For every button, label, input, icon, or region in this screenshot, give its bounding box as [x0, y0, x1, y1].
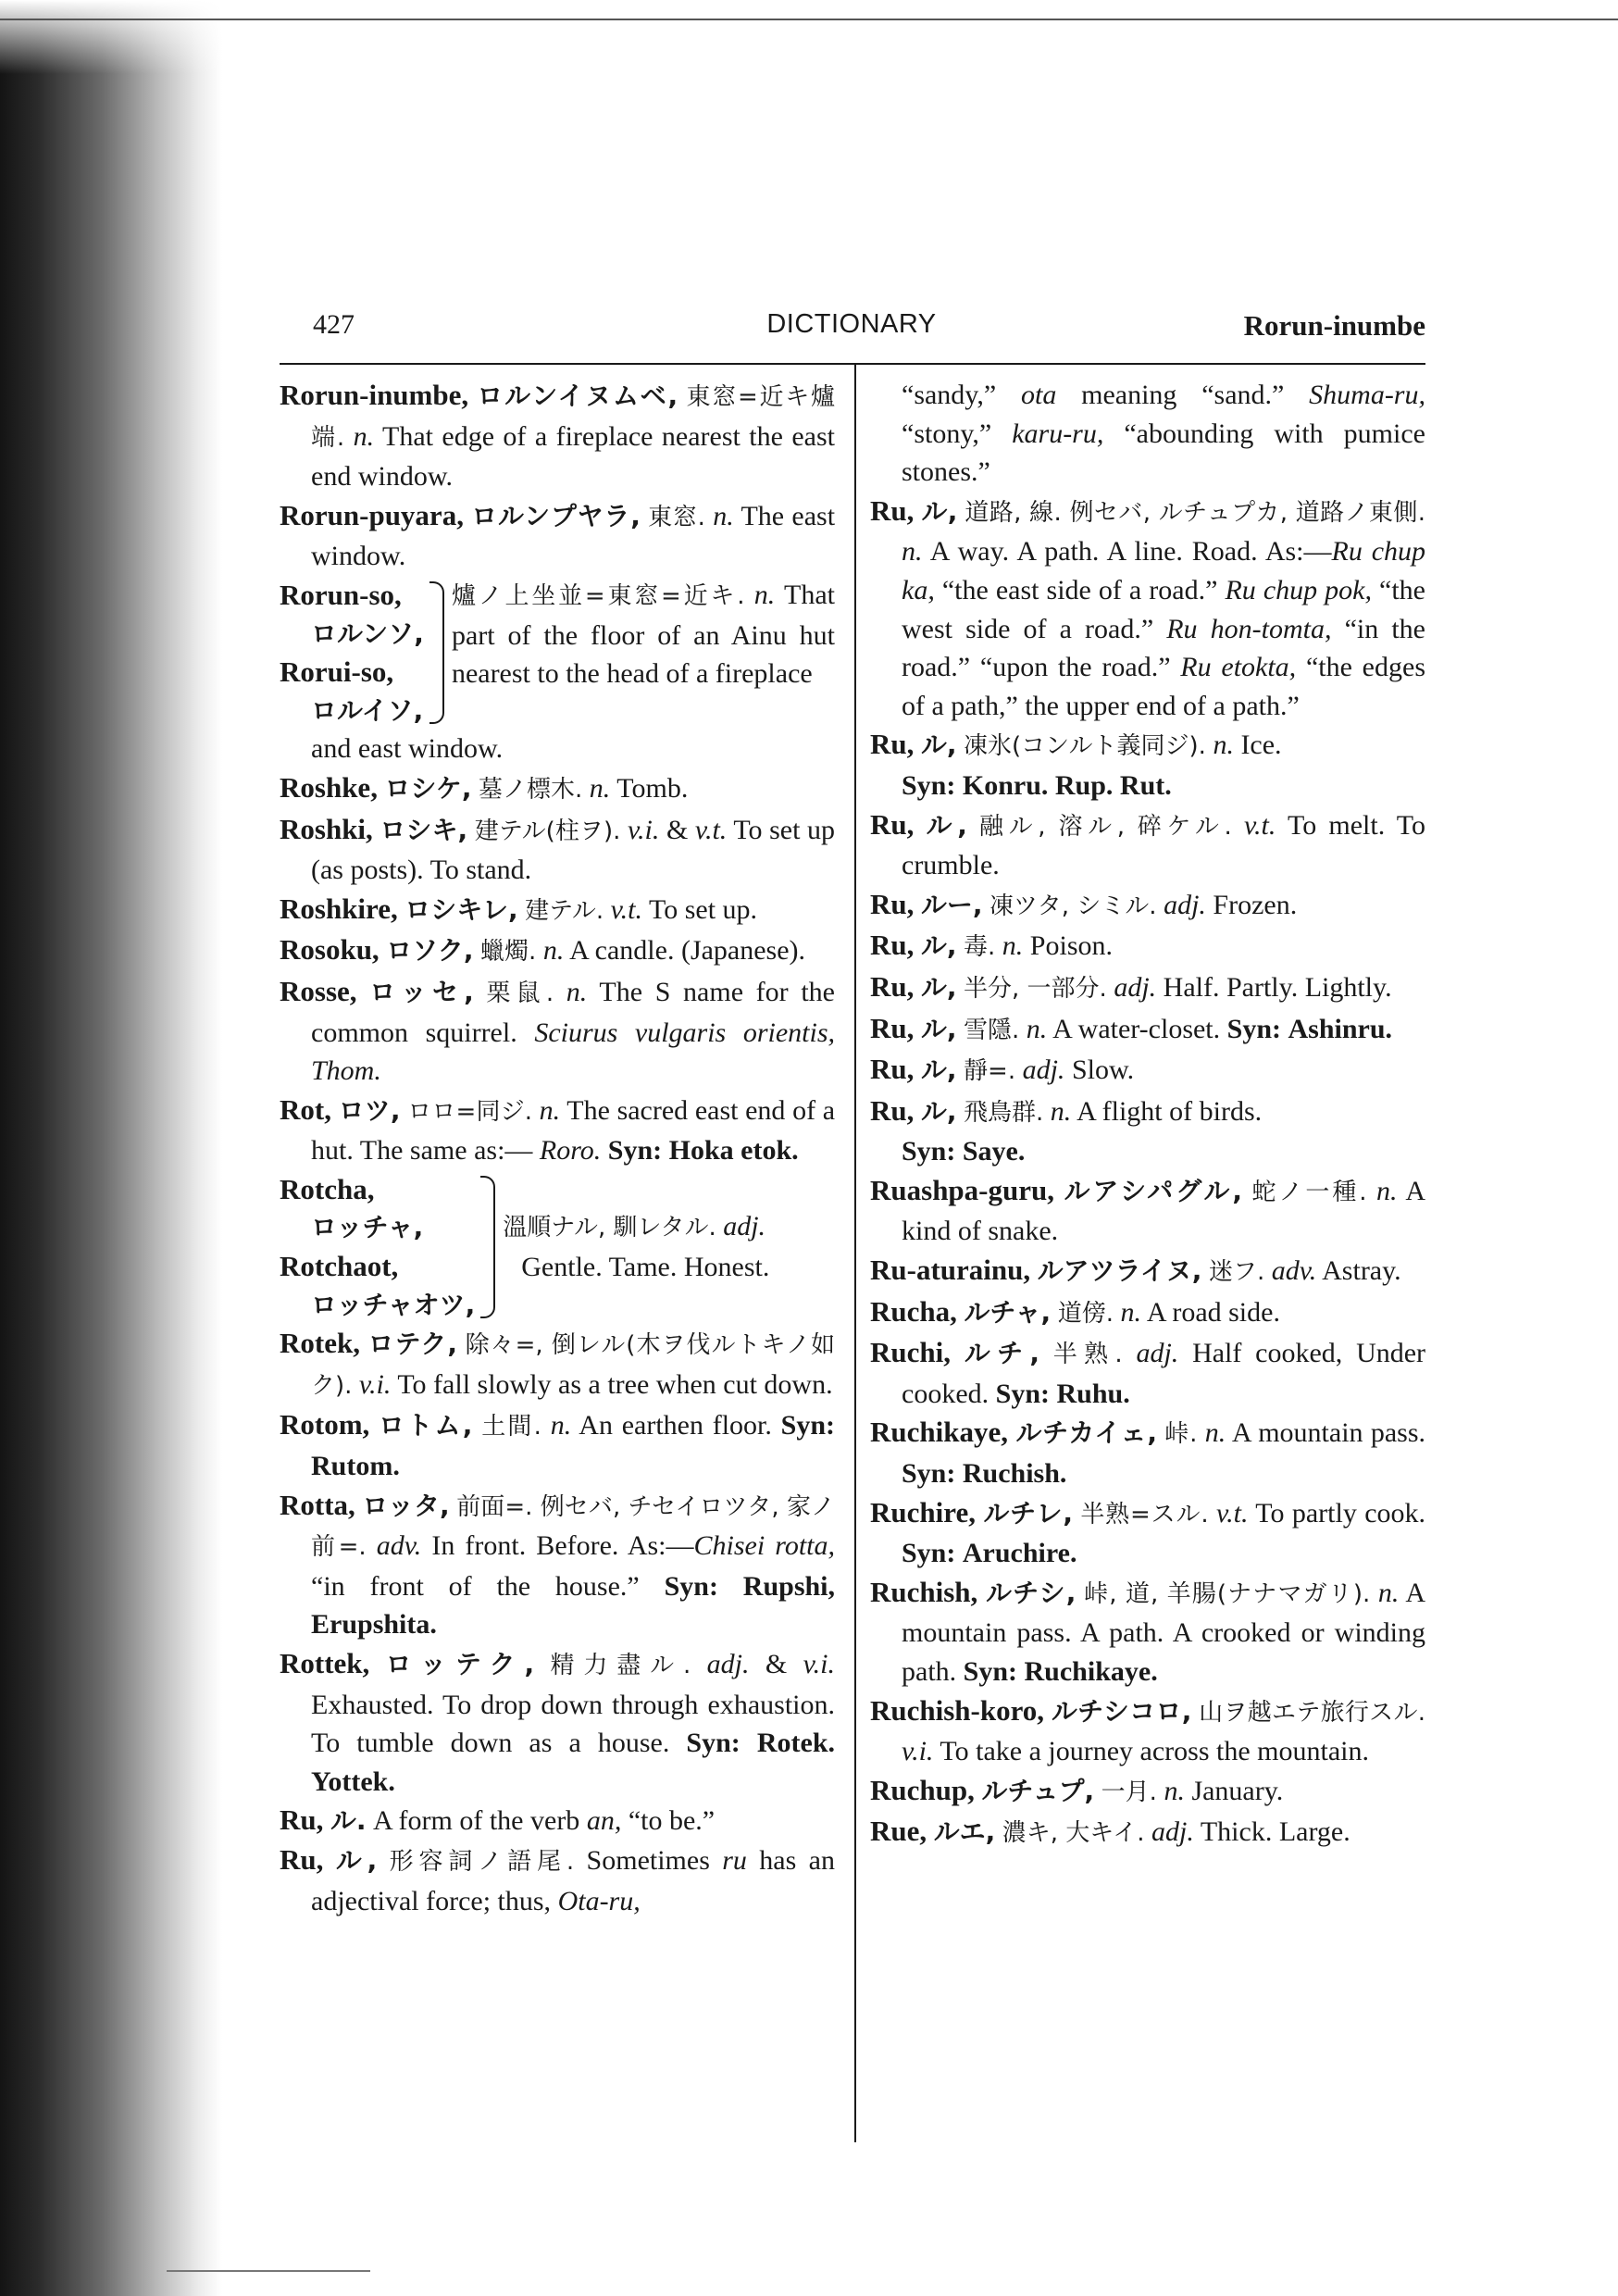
dictionary-entry — [870, 1413, 1425, 1492]
kana-reading: ル, — [920, 971, 957, 1003]
dictionary-entry — [870, 1771, 1425, 1813]
part-of-speech: n. — [1204, 1417, 1226, 1449]
headword: Rue, — [870, 1815, 927, 1848]
headword: Ruchish, — [870, 1575, 978, 1608]
synonym-label: Syn: — [780, 1410, 835, 1441]
headword: Ru, — [870, 728, 915, 761]
definition: To set up. — [642, 893, 758, 925]
dictionary-entry — [280, 1091, 835, 1170]
example-word: karu-ru, — [1012, 418, 1104, 449]
japanese-gloss: 蛇ノ一種. — [1251, 1178, 1367, 1206]
headword: Rottek, — [280, 1647, 370, 1679]
japanese-gloss: 道傍. — [1057, 1299, 1114, 1328]
japanese-gloss: 凍ツタ, シミル. — [989, 892, 1157, 920]
kana-reading: ルチ, — [964, 1338, 1039, 1369]
definition: The sacred east end of a hut. The same as:— — [311, 1094, 836, 1167]
japanese-gloss: 迷フ. — [1208, 1258, 1265, 1287]
kana-reading: ロツ, — [338, 1094, 401, 1126]
synonym-label: Syn: — [963, 1656, 1018, 1687]
synonym: Rutom. — [311, 1451, 400, 1482]
part-of-speech: v.i. — [902, 1736, 934, 1767]
japanese-gloss: 凍氷(コンルト義同ジ). — [964, 732, 1206, 761]
definition: An earthen floor. — [571, 1410, 781, 1441]
dictionary-entry — [870, 1292, 1425, 1334]
japanese-gloss: 半分, 一部分. — [964, 974, 1107, 1003]
definition: Exhausted. To drop down through exhaustion. To tumble down as a house. — [311, 1689, 835, 1759]
definition: Frozen. — [1205, 889, 1298, 920]
headword: Ru, — [870, 969, 915, 1003]
synonym-label: Syn: — [902, 1136, 956, 1167]
kana-reading: ロッチャオツ, — [311, 1289, 476, 1320]
japanese-gloss: 飛鳥群. — [964, 1098, 1044, 1127]
japanese-gloss: 東窓=近キ爐端. — [311, 383, 836, 452]
kana-reading: ルチカイェ, — [1015, 1417, 1157, 1449]
kana-reading: ル, — [920, 1054, 957, 1086]
headword-group — [280, 576, 424, 730]
part-of-speech: v.t. — [1243, 809, 1276, 841]
column-divider — [854, 365, 856, 2142]
headword: Ru, — [280, 1842, 324, 1876]
synonym: Rupshi, Erupshita. — [311, 1570, 836, 1641]
part-of-speech: n. — [1377, 1577, 1400, 1608]
definition: A kind of snake. — [902, 1175, 1426, 1247]
conjunction: & — [749, 1649, 803, 1679]
part-of-speech: adj. — [1136, 1338, 1179, 1369]
headword: Ru, — [870, 1053, 915, 1086]
headword: Rotchaot, — [280, 1250, 399, 1283]
kana-reading: ルアツライヌ, — [1037, 1255, 1202, 1287]
dictionary-entry — [280, 1324, 835, 1405]
synonym-label: Syn: — [607, 1135, 663, 1167]
definition: Half. Partly. Lightly. — [1156, 971, 1392, 1003]
synonym-label: Syn: — [902, 1538, 956, 1569]
definition: To set up (as posts). To stand. — [311, 814, 835, 886]
headword: Ru, — [870, 493, 915, 527]
dictionary-entry — [870, 805, 1425, 885]
kana-reading: ロッテク, — [385, 1649, 535, 1679]
headword: Roshkire, — [280, 892, 398, 925]
definition: Ice. — [1233, 730, 1282, 761]
part-of-speech: v.i. — [358, 1368, 392, 1400]
part-of-speech: adj. — [706, 1649, 750, 1679]
headword: Ru, — [870, 807, 915, 841]
example-word: Shuma-ru, — [1309, 380, 1425, 410]
synonym-label: Syn: — [902, 769, 956, 801]
grouped-definition — [452, 576, 835, 730]
dictionary-entry — [870, 725, 1425, 805]
part-of-speech: n. — [539, 1094, 561, 1126]
synonym-label: Syn: — [995, 1378, 1050, 1409]
dictionary-entry — [280, 1841, 835, 1920]
definition: Thick. Large. — [1193, 1816, 1350, 1848]
headword: Rorui-so, — [280, 655, 394, 689]
scan-bottom-line — [167, 2270, 370, 2272]
dictionary-entry — [870, 967, 1425, 1009]
definition: To partly cook. — [1248, 1497, 1426, 1529]
dictionary-entry — [870, 1171, 1425, 1251]
definition: That edge of a fireplace nearest the east end window. — [311, 420, 835, 493]
headword: Ruchikaye, — [870, 1416, 1008, 1449]
part-of-speech: adv. — [376, 1530, 422, 1562]
headword: Rotcha, — [280, 1172, 375, 1205]
kana-reading: ルチシ, — [985, 1577, 1077, 1608]
continuation-text: meaning “sand.” — [1056, 380, 1310, 410]
dictionary-entry — [870, 926, 1425, 967]
part-of-speech: n. — [1120, 1296, 1141, 1328]
kana-reading: ロルンソ, — [311, 618, 424, 649]
definition: Gentle. Tame. Honest. — [521, 1252, 770, 1283]
japanese-gloss: 土間. — [481, 1413, 541, 1441]
part-of-speech: n. — [1002, 930, 1024, 962]
definition: To take a journey across the mountain. — [933, 1736, 1369, 1767]
japanese-gloss: 濃キ, 大キイ. — [1002, 1819, 1145, 1848]
definition: The east window. — [311, 500, 836, 572]
headword: Rotek, — [280, 1327, 360, 1360]
kana-reading: ロシケ, — [384, 772, 472, 804]
dictionary-entry — [280, 1644, 835, 1801]
japanese-gloss: 溫順ナル, 馴レタル. — [503, 1214, 716, 1242]
dictionary-entry — [870, 1573, 1425, 1691]
headword: Ruchish-koro, — [870, 1693, 1045, 1727]
definition: Slow. — [1064, 1054, 1135, 1086]
kana-reading: ロソク, — [386, 935, 474, 967]
example-phrase: Ru chup pok, — [1225, 574, 1372, 605]
japanese-gloss: 毒. — [964, 933, 996, 962]
example-gloss: “the edges of a path,” the upper end of a path.” — [902, 652, 1425, 721]
part-of-speech: v.t. — [694, 814, 728, 845]
definition: A water-closet. — [1047, 1013, 1227, 1044]
kana-reading: ルアシパグル, — [1064, 1175, 1242, 1206]
part-of-speech: v.i. — [627, 814, 660, 845]
definition: The S name for the common squirrel. — [311, 976, 835, 1048]
japanese-gloss: 建テル. — [525, 896, 604, 925]
left-column — [280, 376, 835, 1920]
kana-reading: ル, — [920, 930, 957, 962]
dictionary-entry — [870, 1333, 1425, 1413]
headword: Rucha, — [870, 1294, 957, 1328]
definition: A road side. — [1140, 1296, 1280, 1328]
example-gloss: “the east side of a road.” — [934, 574, 1226, 605]
kana-reading: ルチシコロ, — [1051, 1695, 1192, 1727]
headword: Ru, — [870, 1011, 915, 1044]
running-title: DICTIONARY — [766, 309, 937, 339]
kana-reading: ロテク, — [367, 1329, 458, 1360]
continuation-text: “abounding with pumice stones.” — [902, 418, 1425, 488]
kana-reading: ロシキ, — [380, 814, 468, 845]
headword: Roshki, — [280, 812, 373, 845]
grouped-definition — [503, 1170, 835, 1324]
definition: A candle. (Japanese). — [564, 935, 806, 967]
part-of-speech: adj. — [1114, 971, 1157, 1003]
headword: Rosoku, — [280, 933, 380, 967]
part-of-speech: n. — [1026, 1013, 1048, 1044]
japanese-gloss: 半熟. — [1052, 1341, 1123, 1369]
part-of-speech: adv. — [1271, 1255, 1317, 1287]
example-word: ota — [1020, 380, 1057, 410]
kana-reading: ルー, — [920, 889, 983, 920]
dictionary-entry — [280, 496, 835, 576]
part-of-speech: n. — [1376, 1175, 1398, 1206]
japanese-gloss: ロロ=同ジ. — [407, 1097, 533, 1126]
example-phrase: Ru etokta, — [1180, 652, 1297, 683]
example-phrase: Ru chup ka, — [902, 536, 1426, 605]
definition: To fall slowly as a tree when cut down. — [391, 1368, 833, 1400]
japanese-gloss: 峠, 道, 羊腸(ナナマガリ). — [1084, 1579, 1371, 1608]
dictionary-entry — [280, 768, 835, 810]
kana-reading: ロルイソ, — [311, 694, 424, 726]
headword: Ruchi, — [870, 1336, 951, 1369]
synonym-label: Syn: — [664, 1570, 718, 1602]
dictionary-entry — [870, 1009, 1425, 1051]
scientific-name: Sciurus vulgaris orientis, Thom. — [311, 1017, 835, 1087]
dictionary-entry — [870, 1050, 1425, 1092]
definition: A flight of birds. — [1071, 1095, 1263, 1127]
japanese-gloss: 雪隱. — [964, 1016, 1020, 1044]
part-of-speech: n. — [713, 500, 734, 531]
part-of-speech: n. — [1050, 1095, 1072, 1127]
dictionary-entry — [280, 376, 835, 496]
part-of-speech: n. — [353, 420, 375, 452]
example-phrase: Chisei rotta, — [693, 1530, 836, 1562]
example-phrase: Ru hon-tomta, — [1166, 613, 1332, 644]
kana-reading: ロルンプヤラ, — [471, 500, 641, 531]
headword: Ru, — [870, 887, 915, 920]
definition: Tomb. — [610, 772, 689, 804]
kana-reading: ル, — [920, 730, 957, 761]
dictionary-entry — [280, 1801, 835, 1841]
definition: Sometimes — [574, 1844, 723, 1876]
example-gloss: “the west side of a road.” — [902, 574, 1425, 644]
headword: Rotta, — [280, 1488, 355, 1521]
example-gloss: “to be.” — [621, 1805, 716, 1837]
example-word: ru — [722, 1844, 747, 1876]
entry-continuation — [870, 376, 1425, 492]
continuation-text: “sandy,” — [902, 380, 1021, 410]
kana-reading: ロッセ, — [369, 976, 474, 1007]
kana-reading: ロルンイヌムベ, — [477, 381, 678, 411]
headword-group — [280, 1170, 475, 1324]
page-number: 427 — [313, 309, 355, 340]
japanese-gloss: 山ヲ越エテ旅行スル. — [1199, 1698, 1426, 1727]
synonym: Ruchish. — [962, 1458, 1067, 1490]
part-of-speech: n. — [550, 1410, 572, 1441]
dictionary-entry — [870, 1493, 1425, 1573]
dictionary-entry — [280, 1405, 835, 1485]
definition: To melt. To crumble. — [902, 809, 1426, 881]
kana-reading: ル, — [921, 495, 958, 527]
curly-brace — [429, 581, 444, 724]
synonym: Ashinru. — [1288, 1013, 1393, 1044]
headword: Ru, — [280, 1803, 324, 1837]
part-of-speech: v.i. — [803, 1649, 836, 1679]
synonym: Rotek. Yottek. — [311, 1728, 836, 1797]
conjunction: & — [659, 814, 695, 845]
japanese-gloss: 道路, 線. 例セバ, ルチュプカ, 道路ノ東側. — [965, 498, 1426, 527]
synonym: Ruhu. — [1056, 1378, 1130, 1409]
kana-reading: ロッタ, — [362, 1490, 450, 1521]
definition: Poison. — [1023, 930, 1113, 962]
headword: Rot, — [280, 1092, 331, 1126]
header-rule — [280, 363, 1425, 365]
continuation-text: “stony,” — [902, 418, 1013, 449]
synonym: Hoka etok. — [668, 1135, 799, 1167]
japanese-gloss: 一月. — [1101, 1778, 1157, 1806]
grouped-entry — [280, 1170, 835, 1324]
definition: A mountain pass. — [1226, 1417, 1426, 1449]
dictionary-entry — [280, 972, 835, 1091]
headword: Ruashpa-guru, — [870, 1173, 1054, 1206]
japanese-gloss: 除々=, 倒レル(木ヲ伐ルトキノ如ク). — [311, 1331, 836, 1400]
japanese-gloss: 栗鼠. — [486, 979, 554, 1007]
part-of-speech: n. — [1164, 1775, 1185, 1806]
dictionary-entry — [870, 1092, 1425, 1171]
dictionary-entry — [280, 810, 835, 890]
synonym: Aruchire. — [962, 1538, 1077, 1569]
kana-reading: ル, — [920, 1013, 957, 1044]
headword: Rorun-puyara, — [280, 498, 464, 531]
definition: A form of the verb — [366, 1805, 587, 1837]
japanese-gloss: 前面=. 例セバ, チセイロツタ, 家ノ前=. — [311, 1492, 836, 1562]
definition: In front. Before. As:— — [421, 1530, 694, 1562]
kana-reading: ルチレ, — [983, 1497, 1073, 1529]
scan-top-line — [0, 19, 1618, 20]
headword: Ru, — [870, 929, 915, 962]
example-gloss: “in front of the house.” — [311, 1570, 665, 1602]
headword: Ruchup, — [870, 1773, 975, 1806]
scan-shadow-fade — [0, 0, 222, 74]
kana-reading: ル, — [920, 1095, 957, 1127]
part-of-speech: n. — [902, 536, 923, 568]
headword: Rorun-so, — [280, 578, 402, 611]
kana-reading: ル. — [330, 1805, 367, 1837]
dictionary-entry — [280, 890, 835, 931]
definition: January. — [1184, 1775, 1284, 1806]
definition: A way. A path. A line. Road. As:— — [922, 536, 1332, 568]
japanese-gloss: 靜=. — [964, 1057, 1016, 1086]
part-of-speech: n. — [589, 772, 611, 804]
part-of-speech: adj. — [1164, 889, 1206, 920]
right-column — [870, 376, 1425, 1853]
japanese-gloss: 精力盡ル. — [550, 1652, 691, 1679]
dictionary-entry — [280, 1486, 835, 1644]
guide-word: Rorun-inumbe — [1243, 309, 1425, 342]
japanese-gloss: 墓ノ標木. — [479, 775, 583, 804]
japanese-gloss: 峠. — [1164, 1420, 1198, 1449]
part-of-speech: adj. — [1022, 1054, 1065, 1086]
kana-reading: ルチャ, — [964, 1296, 1052, 1328]
japanese-gloss: 爐ノ上坐並=東窓=近キ. — [451, 581, 745, 610]
definition: has an adjectival force; thus, — [311, 1844, 835, 1916]
headword: Rosse, — [280, 974, 357, 1007]
synonym-label: Syn: — [902, 1458, 956, 1490]
synonym: Ruchikaye. — [1024, 1656, 1158, 1687]
scan-shadow-edge — [0, 0, 222, 2296]
japanese-gloss: 半熟=スル. — [1080, 1500, 1209, 1529]
kana-reading: ル, — [335, 1844, 378, 1876]
headword: Rorun-inumbe, — [280, 379, 469, 411]
curly-brace — [480, 1176, 495, 1318]
japanese-gloss: 融ル, 溶ル, 碎ケル. — [978, 812, 1232, 841]
part-of-speech: n. — [542, 935, 565, 967]
kana-reading: ルチュプ, — [981, 1775, 1095, 1806]
part-of-speech: v.t. — [610, 893, 643, 925]
grouped-entry — [280, 576, 835, 768]
synonym: Konru. Rup. Rut. — [962, 769, 1172, 801]
kana-reading: ルエ, — [933, 1816, 996, 1848]
headword: Ru-aturainu, — [870, 1254, 1031, 1287]
synonym-label: Syn: — [1226, 1013, 1281, 1044]
dictionary-entry — [870, 1251, 1425, 1292]
dictionary-entry — [870, 885, 1425, 927]
part-of-speech: v.t. — [1216, 1497, 1249, 1529]
dictionary-entry — [870, 1691, 1425, 1771]
kana-reading: ロッチャ, — [311, 1212, 424, 1243]
example-word: Ota-ru, — [557, 1885, 641, 1916]
part-of-speech: adj. — [1151, 1816, 1194, 1848]
dictionary-entry — [870, 1812, 1425, 1853]
page-header — [278, 309, 1425, 350]
example-gloss: “in the road.” “upon the road.” — [902, 613, 1425, 683]
cross-reference: Roro. — [539, 1135, 602, 1167]
japanese-gloss: 建テル(柱ヲ). — [474, 817, 621, 845]
part-of-speech: adj. — [723, 1211, 766, 1242]
part-of-speech: n. — [753, 579, 776, 610]
part-of-speech: n. — [566, 976, 588, 1007]
example-word: an, — [586, 1805, 622, 1837]
headword: Roshke, — [280, 770, 378, 804]
kana-reading: ロトム, — [379, 1410, 473, 1441]
synonym-label: Syn: — [686, 1728, 741, 1759]
definition: That part of the floor of an Ainu hut nearest to the head of a fireplace — [451, 579, 836, 690]
definition: Astray. — [1316, 1255, 1401, 1287]
headword: Ruchire, — [870, 1495, 976, 1529]
japanese-gloss: 東窓. — [648, 503, 705, 531]
dictionary-entry — [280, 930, 835, 972]
japanese-gloss: 蠟燭. — [480, 938, 537, 967]
definition-continuation: and east window. — [311, 733, 504, 765]
kana-reading: ロシキレ, — [404, 893, 518, 925]
headword: Rotom, — [280, 1408, 370, 1441]
definition: A mountain pass. A path. A crooked or winding path. — [902, 1577, 1426, 1687]
definition: Half cooked, Under cooked. — [902, 1338, 1426, 1409]
japanese-gloss: 形容詞ノ語尾. — [389, 1847, 575, 1876]
dictionary-entry — [870, 492, 1425, 726]
kana-reading: ル, — [926, 809, 967, 841]
headword: Ru, — [870, 1093, 915, 1127]
part-of-speech: n. — [1213, 730, 1234, 761]
synonym: Saye. — [962, 1136, 1026, 1167]
